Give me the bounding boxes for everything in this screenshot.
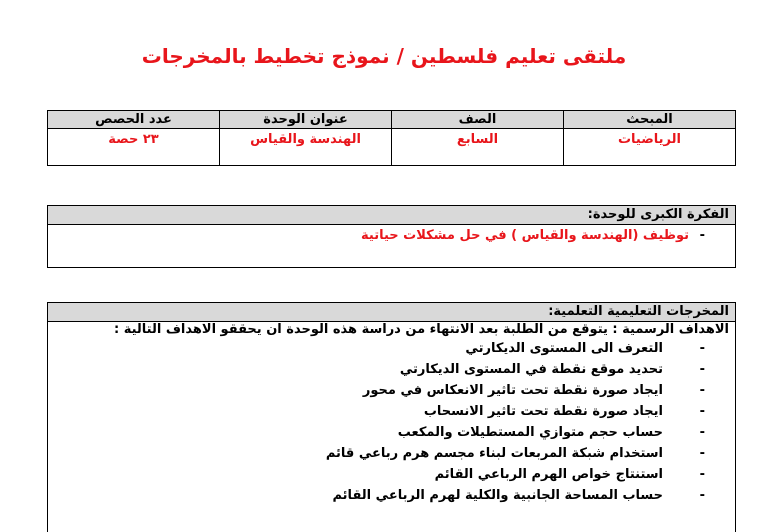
goal-text: تحديد موقع نقطة في المستوى الديكارتي — [399, 362, 663, 377]
bullet-dash: - — [699, 341, 705, 356]
goals-list — [48, 338, 735, 506]
value-unit-title: الهندسة والقياس — [220, 129, 392, 166]
header-lesson-count: عدد الحصص — [48, 111, 220, 129]
bullet-dash: - — [699, 228, 705, 243]
goal-text: التعرف الى المستوى الديكارتي — [465, 341, 663, 356]
goal-text: استخدام شبكة المربعات لبناء مجسم هرم رباعي قائم — [325, 446, 663, 461]
big-idea-section — [47, 205, 736, 268]
value-grade: السابع — [392, 129, 564, 166]
list-item — [48, 422, 735, 443]
outcomes-heading: المخرجات التعليمية التعلمية: — [48, 303, 735, 322]
learning-outcomes-section — [47, 302, 736, 532]
list-item — [48, 401, 735, 422]
list-item — [48, 359, 735, 380]
table-header-row — [48, 111, 736, 129]
table-row — [48, 129, 736, 166]
header-grade: الصف — [392, 111, 564, 129]
header-subject: المبحث — [564, 111, 736, 129]
bullet-dash: - — [699, 362, 705, 377]
big-idea-text: توظيف (الهندسة والقياس ) في حل مشكلات حياتية — [361, 228, 689, 243]
bullet-dash: - — [699, 488, 705, 503]
value-lesson-count: ٢٣ حصة — [48, 129, 220, 166]
big-idea-item — [48, 225, 735, 247]
list-item — [48, 485, 735, 506]
list-item — [48, 338, 735, 359]
list-item — [48, 380, 735, 401]
goal-text: ايجاد صورة نقطة تحت تاثير الانسحاب — [423, 404, 663, 419]
bullet-dash: - — [699, 425, 705, 440]
goal-text: حساب حجم متوازي المستطيلات والمكعب — [397, 425, 663, 440]
bullet-dash: - — [699, 467, 705, 482]
list-item — [48, 443, 735, 464]
goal-text: استنتاج خواص الهرم الرباعي القائم — [434, 467, 663, 482]
list-item — [48, 464, 735, 485]
header-unit-title: عنوان الوحدة — [220, 111, 392, 129]
bullet-dash: - — [699, 404, 705, 419]
goals-intro: الاهداف الرسمية : يتوقع من الطلبة بعد الانتهاء من دراسة هذه الوحدة ان يحققو الاهداف التالية : — [113, 322, 729, 337]
bullet-dash: - — [699, 446, 705, 461]
goal-text: ايجاد صورة نقطة تحت تاثير الانعكاس في محور — [362, 383, 663, 398]
bullet-dash: - — [699, 383, 705, 398]
unit-info-table — [47, 110, 736, 166]
page-title: ملتقى تعليم فلسطين / نموذج تخطيط بالمخرجات — [141, 44, 627, 68]
goal-text: حساب المساحة الجانبية والكلية لهرم الرباعي القائم — [332, 488, 663, 503]
big-idea-heading: الفكرة الكبرى للوحدة: — [48, 206, 735, 225]
value-subject: الرياضيات — [564, 129, 736, 166]
